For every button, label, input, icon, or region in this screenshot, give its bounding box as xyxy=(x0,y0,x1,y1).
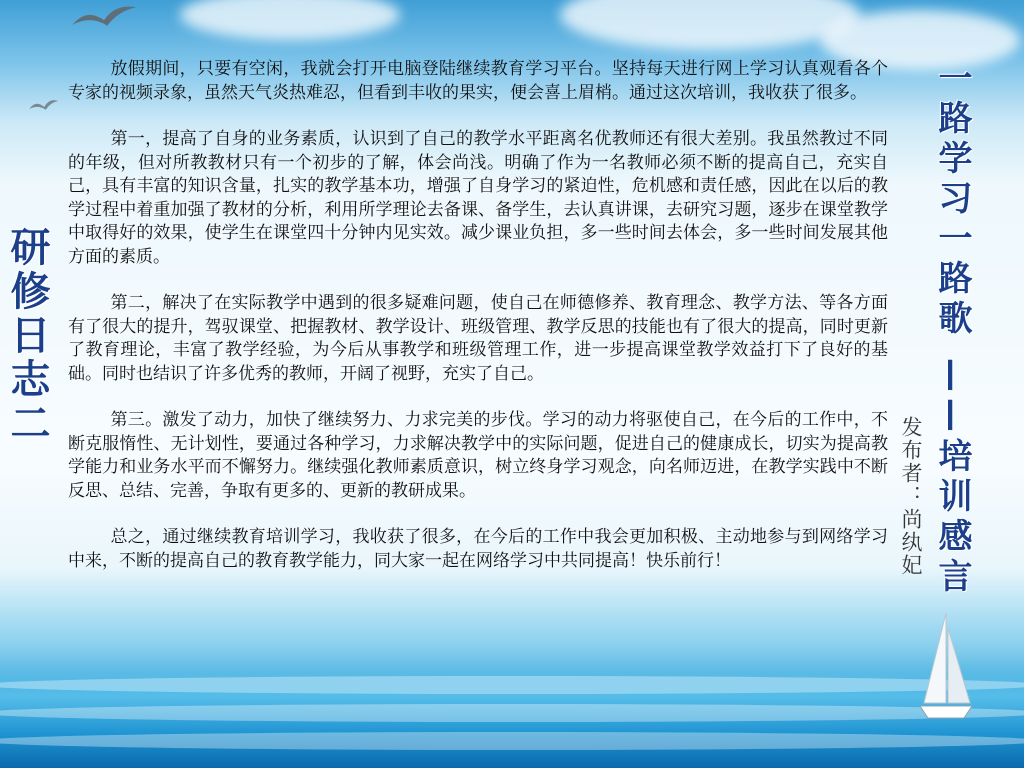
cloud-decoration xyxy=(180,0,400,40)
sailboat-icon xyxy=(916,608,976,728)
seagull-icon xyxy=(67,0,144,47)
article-body xyxy=(68,58,888,596)
seagull-icon xyxy=(26,93,61,119)
article-paragraph: 第一，提高了自身的业务素质，认识到了自己的教学水平距离名优教师还有很大差别。我虽然教过不同的年级，但对所教教材只有一个初步的了解，体会尚浅。明确了作为一名教师必须不断的提高自己，充实自己，具有丰富的知识含量，扎实的教学基本功，增强了自身学习的紧迫性，危机感和责任感，因此在以后的教学过程中着重加强了教材的分析，利用所学理论去备课、备学生，去认真讲课，去研究习题，逐步在课堂教学中取得好的效果，使学生在课堂四十分钟内见实效。减少课业负担，多一些时间去体会，多一些时间发展其他方面的素质。 xyxy=(68,129,888,267)
article-paragraph: 第三。激发了动力，加快了继续努力、力求完美的步伐。学习的动力将驱使自己，在今后的工作中，不断克服惰性、无计划性，要通过各种学习，力求解决教学中的实际问题，促进自己的健康成长，切实为提高教学能力和业务水平而不懈努力。继续强化教师素质意识，树立终身学习观念，向名师迈进，在教学实践中不断反思、总结、完善，争取有更多的、更新的教研成果。 xyxy=(68,410,888,501)
article-paragraph: 第二，解决了在实际教学中遇到的很多疑难问题，使自己在师德修养、教育理念、教学方法、等各方面有了很大的提升，驾驭课堂、把握教材、教学设计、班级管理、教学反思的技能也有了很大的提高，同时更新了教育理论，丰富了教学经验，为今后从事教学和班级管理工作，进一步提高课堂教学效益打下了良好的基础。同时也结识了许多优秀的教师，开阔了视野，充实了自己。 xyxy=(68,293,888,384)
article-paragraph: 总之，通过继续教育培训学习，我收获了很多，在今后的工作中我会更加积极、主动地参与到网络学习中来，不断的提高自己的教育教学能力，同大家一起在网络学习中共同提高！快乐前行！ xyxy=(68,527,888,571)
author-label: 发布者： xyxy=(899,416,923,508)
sidebar-title: 研修日志二 xyxy=(4,226,50,446)
author-credit xyxy=(897,416,925,577)
author-name: 尚纨妃 xyxy=(899,508,923,577)
article-paragraph: 放假期间，只要有空闲，我就会打开电脑登陆继续教育学习平台。坚持每天进行网上学习认真观看各个专家的视频录象，虽然天气炎热难忍，但看到丰收的果实，便会喜上眉梢。通过这次培训，我收获了很多。 xyxy=(68,59,888,103)
sea-background xyxy=(0,658,1024,768)
right-title: 一路学习一路歌 ——培训感言 xyxy=(932,60,972,598)
cloud-decoration xyxy=(560,0,860,50)
